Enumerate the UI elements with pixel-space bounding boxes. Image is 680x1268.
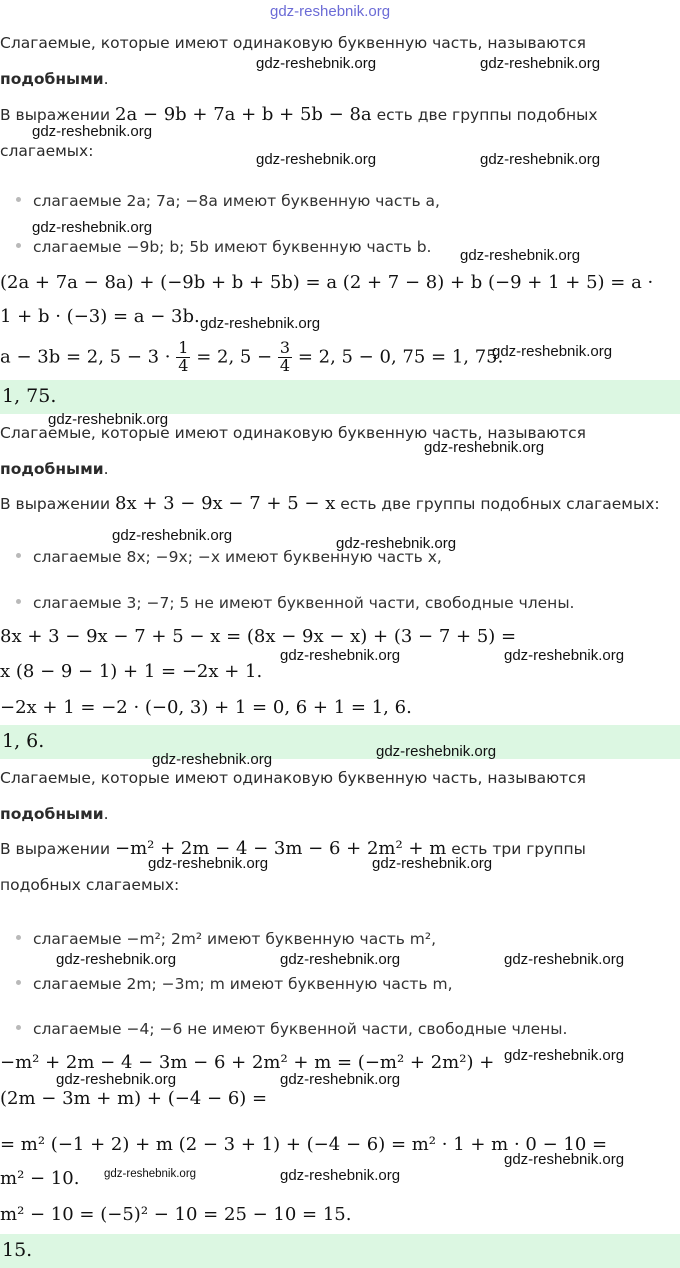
block3-bullet-3: слагаемые −4; −6 не имеют буквенной части, свободные члены. [16, 1020, 567, 1038]
block1-bullet-2: слагаемые −9b; b; 5b имеют буквенную часть b. [16, 238, 431, 256]
block2-term-dot: . [103, 460, 109, 478]
block2-expr-suffix: есть две группы подобных слагаемых: [340, 495, 660, 513]
block1-frac-1: $\frac{1}{4}$ [178, 338, 189, 375]
block3-math-line5: m² − 10 = (−5)² − 10 = 25 − 10 = 15. [0, 1204, 352, 1225]
watermark: gdz-reshebnik.org [48, 411, 169, 428]
watermark: gdz-reshebnik.org [280, 1167, 401, 1184]
watermark: gdz-reshebnik.org [256, 151, 377, 168]
block1-expr-suffix: есть две группы подобных [376, 106, 598, 124]
block2-answer: 1, 6. [0, 725, 680, 759]
watermark: gdz-reshebnik.org [504, 1047, 625, 1064]
watermark: gdz-reshebnik.org [280, 951, 401, 968]
watermark: gdz-reshebnik.org [112, 527, 233, 544]
block1-expression-line [0, 104, 598, 125]
block2-expr-prefix: В выражении [0, 495, 111, 513]
block1-expr: 2a − 9b + 7a + b + 5b − 8a [115, 104, 372, 125]
block1-bullet-1: слагаемые 2a; 7a; −8a имеют буквенную часть a, [16, 192, 440, 210]
block3-math-line2: (2m − 3m + m) + (−4 − 6) = [0, 1088, 268, 1109]
block2-math-line2: x (8 − 9 − 1) + 1 = −2x + 1. [0, 661, 263, 682]
watermark: gdz-reshebnik.org [152, 751, 273, 768]
watermark: gdz-reshebnik.org [280, 647, 401, 664]
watermark: gdz-reshebnik.org [56, 1071, 177, 1088]
block3-expr-suffix: есть три группы [451, 840, 586, 858]
block1-math-line3: a − 3b = 2, 5 − 3 · $\frac{1}{4}$ = 2, 5 − $\frac{3}{4}$ = 2, 5 − 0, 75 = 1, 75. [0, 338, 504, 375]
watermark: gdz-reshebnik.org [372, 855, 493, 872]
watermark: gdz-reshebnik.org [504, 951, 625, 968]
block3-bullet-2: слагаемые 2m; −3m; m имеют буквенную часть m, [16, 975, 453, 993]
block3-term-dot: . [103, 805, 109, 823]
block1-math-line2: 1 + b · (−3) = a − 3b. [0, 306, 200, 327]
watermark: gdz-reshebnik.org [336, 535, 457, 552]
block1-intro-bold-line [0, 70, 109, 88]
watermark: gdz-reshebnik.org [424, 439, 545, 456]
watermark: gdz-reshebnik.org [480, 55, 601, 72]
watermark: gdz-reshebnik.org [280, 1071, 401, 1088]
block1-answer: 1, 75. [0, 380, 680, 414]
block2-expr: 8x + 3 − 9x − 7 + 5 − x [115, 493, 336, 514]
block3-intro-bold-line [0, 805, 109, 823]
block2-math-line1: 8x + 3 − 9x − 7 + 5 − x = (8x − 9x − x) + (3 − 7 + 5) = [0, 626, 517, 647]
watermark: gdz-reshebnik.org [492, 343, 613, 360]
block1-term-dot: . [103, 70, 109, 88]
block2-term-bold: подобными [0, 460, 104, 478]
block3-expr: −m² + 2m − 4 − 3m − 6 + 2m² + m [115, 838, 447, 859]
watermark: gdz-reshebnik.org [148, 855, 269, 872]
block2-math-line3: −2x + 1 = −2 · (−0, 3) + 1 = 0, 6 + 1 = 1, 6. [0, 697, 412, 718]
watermark: gdz-reshebnik.org [32, 219, 153, 236]
block2-intro-line: Слагаемые, которые имеют одинаковую буквенную часть, называются [0, 424, 587, 442]
watermark: gdz-reshebnik.org [480, 151, 601, 168]
block2-intro-bold-line [0, 460, 109, 478]
block2-expression-line [0, 493, 660, 514]
watermark: gdz-reshebnik.org [504, 1151, 625, 1168]
block3-intro-line: Слагаемые, которые имеют одинаковую буквенную часть, называются [0, 769, 587, 787]
watermark-small: gdz-reshebnik.org [104, 1168, 197, 1180]
block3-term-bold: подобными [0, 805, 104, 823]
block1-expr-prefix: В выражении [0, 106, 111, 124]
block3-math-line4: m² − 10. [0, 1168, 80, 1189]
block3-math-line3: = m² (−1 + 2) + m (2 − 3 + 1) + (−4 − 6) = m² · 1 + m · 0 − 10 = [0, 1134, 608, 1155]
watermark: gdz-reshebnik.org [200, 315, 321, 332]
block1-intro-line: Слагаемые, которые имеют одинаковую буквенную часть, называются [0, 34, 587, 52]
block3-math-line1: −m² + 2m − 4 − 3m − 6 + 2m² + m = (−m² + 2m²) + [0, 1052, 495, 1073]
block1-frac-2: $\frac{3}{4}$ [279, 338, 291, 375]
watermark: gdz-reshebnik.org [460, 247, 581, 264]
block3-expr-suffix2: подобных слагаемых: [0, 876, 180, 894]
block1-math-line1: (2a + 7a − 8a) + (−9b + b + 5b) = a (2 + 7 − 8) + b (−9 + 1 + 5) = a · [0, 272, 654, 293]
watermark: gdz-reshebnik.org [504, 647, 625, 664]
block1-term-bold: подобными [0, 70, 104, 88]
block1-expr-suffix2: слагаемых: [0, 142, 94, 160]
block3-expr-prefix: В выражении [0, 840, 111, 858]
block3-bullet-1: слагаемые −m²; 2m² имеют буквенную часть m², [16, 930, 436, 948]
block2-bullet-2: слагаемые 3; −7; 5 не имеют буквенной части, свободные члены. [16, 594, 575, 612]
block3-expression-line [0, 838, 586, 859]
watermark: gdz-reshebnik.org [376, 743, 497, 760]
watermark-top: gdz-reshebnik.org [270, 3, 391, 20]
watermark: gdz-reshebnik.org [256, 55, 377, 72]
block3-answer: 15. [0, 1234, 680, 1268]
watermark: gdz-reshebnik.org [32, 123, 153, 140]
watermark: gdz-reshebnik.org [56, 951, 177, 968]
block2-bullet-1: слагаемые 8x; −9x; −x имеют буквенную часть x, [16, 548, 442, 566]
